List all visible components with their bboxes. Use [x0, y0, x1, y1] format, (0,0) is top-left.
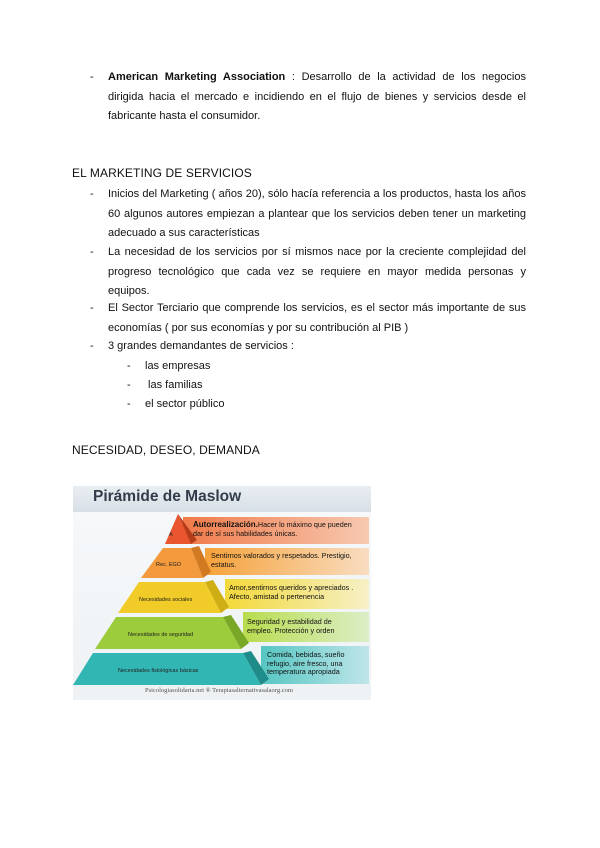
intro-bullet-bold: American Marketing Association: [108, 71, 286, 83]
maslow-desc-1: [193, 521, 363, 538]
maslow-credit: Psicologiasolidaria.net ® Terapiasalternativasalaorg.com: [145, 687, 293, 694]
bullet-dash: -: [127, 360, 131, 372]
intro-bullet-text: [108, 68, 526, 127]
maslow-desc-1-text: Hacer lo máximo que pueden dar de sí sus habilidades únicas.: [193, 520, 352, 538]
maslow-title: Pirámide de Maslow: [93, 488, 242, 505]
section-heading-marketing-servicios: EL MARKETING DE SERVICIOS: [72, 166, 252, 180]
bullet-dash: -: [90, 71, 94, 83]
sub-list-item: [127, 357, 210, 376]
bullet-dash: -: [90, 302, 94, 314]
maslow-desc-2: Sentirnos valorados y respetados. Prestigio, estatus.: [211, 551, 352, 569]
sub-list-item: [127, 395, 225, 414]
maslow-desc-3: Amor,sentirnos queridos y apreciados . Afecto, amistad o pertenencia: [229, 583, 354, 601]
bullet-dash: -: [90, 188, 94, 200]
list-item-text: La necesidad de los servicios por sí mismos nace por la creciente complejidad del progreso tecnológico que cada vez se requiere en mayor medida personas y equipos.: [108, 246, 526, 297]
intro-bullet-body: : Desarrollo de la actividad de los negocios dirigida hacia el mercado e incidiendo en el flujo de bienes y servicios desde el fabricante hasta el consumidor.: [108, 71, 526, 122]
pyramid-label-2: Rec. EGO: [156, 562, 182, 568]
sub-list-item-text: las familias: [145, 379, 203, 391]
pyramid-label-3: Necesidades sociales: [139, 597, 193, 603]
pyramid-label-4: Necesidades de seguridad: [128, 632, 194, 638]
sub-list-item-text: el sector público: [145, 398, 225, 410]
intro-bullet: [90, 68, 526, 127]
list-item: [90, 185, 526, 244]
list-item-text: El Sector Terciario que comprende los servicios, es el sector más importante de sus economías ( por sus economías y por su contribución al PIB ): [108, 302, 526, 334]
list-item-text: 3 grandes demandantes de servicios :: [108, 340, 294, 352]
maslow-desc-5: Comida, bebidas, sueño refugio, aire fresco, una temperatura apropiada: [267, 650, 345, 677]
list-item: [90, 337, 526, 357]
maslow-desc-1-bold: Autorrealización.: [193, 520, 258, 529]
sub-list-item: [127, 376, 202, 395]
bullet-dash: -: [90, 340, 94, 352]
list-item: [90, 299, 526, 338]
bullet-dash: -: [127, 379, 131, 391]
pyramid-label-1: A: [169, 532, 173, 538]
bullet-dash: -: [127, 398, 131, 410]
pyramid-label-5: Necesidades fisiológicas básicas: [118, 668, 199, 674]
maslow-desc-4: Seguridad y estabilidad de empleo. Protección y orden: [247, 617, 335, 635]
list-item-text: Inicios del Marketing ( años 20), sólo hacía referencia a los productos, hasta los años 60 algunos autores empiezan a plantear que los servicios deben tener un marketing adecuado a sus características: [108, 188, 526, 239]
list-item: [90, 243, 526, 302]
bullet-dash: -: [90, 246, 94, 258]
section-heading-necesidad: NECESIDAD, DESEO, DEMANDA: [72, 443, 260, 457]
maslow-pyramid-image: [73, 486, 371, 700]
sub-list-item-text: las empresas: [145, 360, 211, 372]
